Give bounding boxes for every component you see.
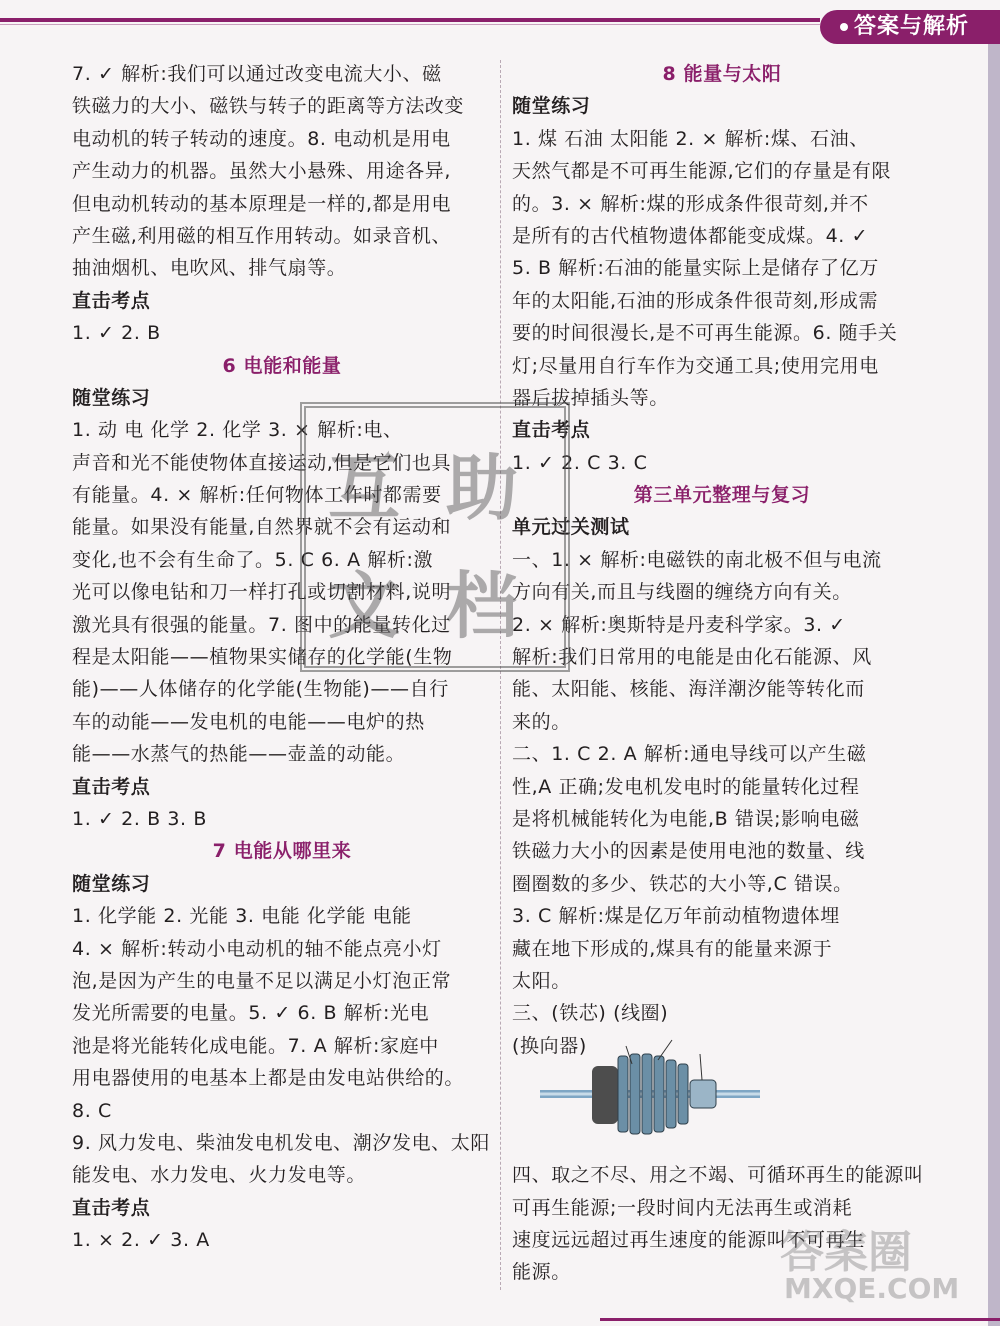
section-title: 6 电能和能量 bbox=[222, 354, 342, 377]
answer-line: 1. 煤 石油 太阳能 2. × 解析:煤、石油、 bbox=[512, 127, 869, 150]
answer-line: 解析:我们日常用的电能是由化石能源、风 bbox=[512, 646, 872, 669]
subheading: 随堂练习 bbox=[72, 872, 151, 895]
answer-line: 器后拔掉插头等。 bbox=[512, 386, 669, 409]
answer-line: 8. C bbox=[72, 1099, 112, 1122]
answer-line: 1. 化学能 2. 光能 3. 电能 化学能 电能 bbox=[72, 905, 412, 928]
answer-line: 3. C 解析:煤是亿万年前动植物遗体埋 bbox=[512, 905, 840, 928]
stamp-char: 文 bbox=[328, 563, 401, 648]
section-title: 第三单元整理与复习 bbox=[633, 484, 811, 507]
answer-line: 1. ✓ 2. C 3. C bbox=[512, 451, 648, 474]
motor-rotor-illustration bbox=[540, 1036, 760, 1154]
answer-line: 天然气都是不可再生能源,它们的存量是有限 bbox=[512, 160, 892, 183]
header-tag bbox=[820, 10, 1000, 44]
answer-line: 三、(铁芯) (线圈) bbox=[512, 1002, 669, 1025]
answer-line: 9. 风力发电、柴油发电机发电、潮汐发电、太阳 bbox=[72, 1131, 490, 1154]
column-divider bbox=[500, 60, 501, 1290]
watermark-line1: 答案圈 bbox=[780, 1227, 912, 1278]
header-rule-thin bbox=[0, 24, 820, 25]
watermark-line2: MXQE.COM bbox=[784, 1272, 960, 1305]
answer-line: 有能量。4. × 解析:任何物体工作时都需要 bbox=[72, 484, 442, 507]
answer-line: (换向器) bbox=[512, 1034, 587, 1057]
subheading: 直击考点 bbox=[72, 1196, 151, 1219]
answer-line: 但电动机转动的基本原理是一样的,都是用电 bbox=[72, 192, 452, 215]
subheading: 直击考点 bbox=[72, 289, 151, 312]
answer-line: 电动机的转子转动的速度。8. 电动机是用电 bbox=[72, 127, 451, 150]
answer-line: 能——水蒸气的热能——壶盖的动能。 bbox=[72, 743, 406, 766]
answer-line: 发光所需要的电量。5. ✓ 6. B 解析:光电 bbox=[72, 1002, 430, 1025]
answer-line: 铁磁力大小的因素是使用电池的数量、线 bbox=[512, 840, 865, 863]
answer-line: 一、1. × 解析:电磁铁的南北极不但与电流 bbox=[512, 548, 882, 571]
answer-line: 抽油烟机、电吹风、排气扇等。 bbox=[72, 257, 347, 280]
subheading: 随堂练习 bbox=[72, 386, 151, 409]
answer-line: 1. ✓ 2. B 3. B bbox=[72, 807, 207, 830]
stamp-watermark bbox=[300, 402, 570, 672]
answer-line: 能发电、水力发电、火力发电等。 bbox=[72, 1164, 367, 1187]
answer-line: 藏在地下形成的,煤具有的能量来源于 bbox=[512, 937, 833, 960]
answer-line: 年的太阳能,石油的形成条件很苛刻,形成需 bbox=[512, 289, 879, 312]
answer-line: 四、取之不尽、用之不竭、可循环再生的能源叫 bbox=[512, 1164, 924, 1187]
answer-line: 程是太阳能——植物果实储存的化学能(生物 bbox=[72, 646, 453, 669]
section-title: 7 电能从哪里来 bbox=[212, 840, 352, 863]
answer-line: 声音和光不能使物体直接运动,但是它们也具 bbox=[72, 451, 452, 474]
answer-line: 池是将光能转化成电能。7. A 解析:家庭中 bbox=[72, 1034, 439, 1057]
section-title: 8 能量与太阳 bbox=[662, 63, 782, 85]
subheading: 直击考点 bbox=[512, 419, 591, 442]
answer-line: 1. ✓ 2. B bbox=[72, 322, 161, 345]
answer-line: 7. ✓ 解析:我们可以通过改变电流大小、磁 bbox=[72, 63, 442, 85]
answer-line: 可再生能源;一段时间内无法再生或消耗 bbox=[512, 1196, 853, 1219]
answer-line: 车的动能——发电机的电能——电炉的热 bbox=[72, 710, 425, 733]
header-rule bbox=[0, 18, 820, 22]
answer-line: 泡,是因为产生的电量不足以满足小灯泡正常 bbox=[72, 969, 452, 992]
stamp-char: 档 bbox=[446, 563, 519, 648]
answer-line: 产生磁,利用磁的相互作用转动。如录音机、 bbox=[72, 224, 452, 247]
answer-line: 能、太阳能、核能、海洋潮汐能等转化而 bbox=[512, 678, 865, 701]
subheading: 直击考点 bbox=[72, 775, 151, 798]
header-label: 答案与解析 bbox=[854, 14, 970, 39]
answer-line: 的。3. × 解析:煤的形成条件很苛刻,并不 bbox=[512, 192, 869, 215]
answer-line: 能源。 bbox=[512, 1261, 571, 1284]
answer-line: 激光具有很强的能量。7. 图中的能量转化过 bbox=[72, 613, 451, 636]
answer-line: 二、1. C 2. A 解析:通电导线可以产生磁 bbox=[512, 743, 867, 766]
bullet-icon bbox=[840, 23, 848, 31]
answer-line: 能量。如果没有能量,自然界就不会有运动和 bbox=[72, 516, 452, 539]
answer-line: 4. × 解析:转动小电动机的轴不能点亮小灯 bbox=[72, 937, 442, 960]
answer-line: 灯;尽量用自行车作为交通工具;使用完用电 bbox=[512, 354, 879, 377]
answer-line: 性,A 正确;发电机发电时的能量转化过程 bbox=[512, 775, 860, 798]
footer-rule bbox=[600, 1318, 1000, 1321]
answer-line: 太阳。 bbox=[512, 969, 571, 992]
stamp-char: 助 bbox=[446, 445, 519, 530]
answer-line: 产生动力的机器。虽然大小悬殊、用途各异, bbox=[72, 160, 452, 183]
answer-line: 来的。 bbox=[512, 710, 571, 733]
site-watermark bbox=[770, 1216, 980, 1308]
stamp-char: 互 bbox=[328, 445, 401, 530]
answer-line: 速度远远超过再生速度的能源叫不可再生 bbox=[512, 1229, 865, 1252]
answer-line: 要的时间很漫长,是不可再生能源。6. 随手关 bbox=[512, 322, 898, 345]
subheading: 随堂练习 bbox=[512, 95, 591, 118]
answer-line: 圈圈数的多少、铁芯的大小等,C 错误。 bbox=[512, 872, 853, 895]
answer-line: 能)——人体储存的化学能(生物能)——自行 bbox=[72, 678, 449, 701]
answer-line: 方向有关,而且与线圈的缠绕方向有关。 bbox=[512, 581, 852, 604]
answer-line: 2. × 解析:奥斯特是丹麦科学家。3. ✓ bbox=[512, 613, 846, 636]
subheading: 单元过关测试 bbox=[512, 516, 630, 539]
answer-line: 1. × 2. ✓ 3. A bbox=[72, 1229, 210, 1252]
answer-line: 是将机械能转化为电能,B 错误;影响电磁 bbox=[512, 807, 860, 830]
answer-line: 5. B 解析:石油的能量实际上是储存了亿万 bbox=[512, 257, 879, 280]
answer-line: 用电器使用的电基本上都是由发电站供给的。 bbox=[72, 1067, 465, 1090]
answer-line: 是所有的古代植物遗体都能变成煤。4. ✓ bbox=[512, 224, 869, 247]
answer-line: 1. 动 电 化学 2. 化学 3. × 解析:电、 bbox=[72, 419, 403, 442]
answer-line: 变化,也不会有生命了。5. C 6. A 解析:激 bbox=[72, 548, 434, 571]
page-edge bbox=[988, 44, 1000, 1326]
answer-line: 光可以像电钻和刀一样打孔或切割材料,说明 bbox=[72, 581, 452, 604]
answer-line: 铁磁力的大小、磁铁与转子的距离等方法改变 bbox=[72, 95, 465, 118]
